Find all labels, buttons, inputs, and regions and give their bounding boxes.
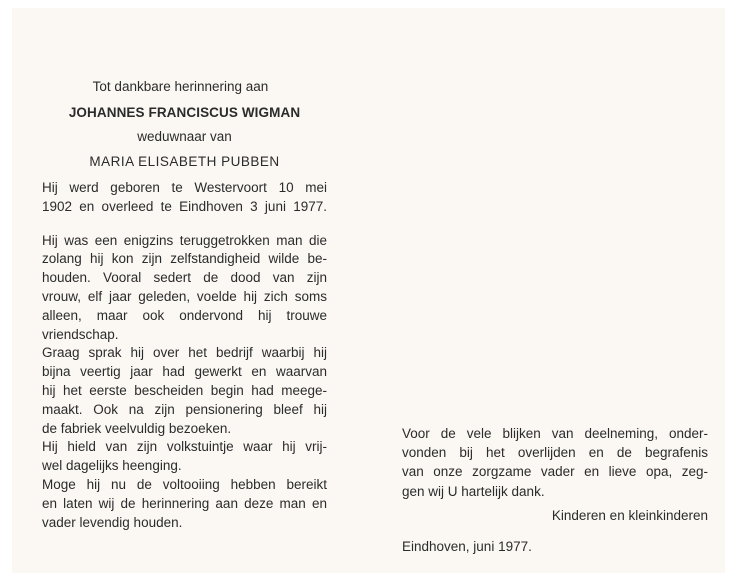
- text-line: Graag sprak hij over het bedrijf waarbij hij: [42, 345, 327, 361]
- text-line: houden. Vooral sedert de dood van zijn: [42, 270, 327, 286]
- text-line: en laten wij de herinnering aan deze man en: [42, 495, 327, 511]
- text-line: de fabriek veelvuldig bezoeken.: [42, 420, 232, 436]
- text-line: maakt. Ook na zijn pensionering bleef hij: [42, 401, 327, 417]
- text-line: vader levendig houden.: [42, 514, 183, 530]
- text-line: bijna veertig jaar had gewerkt en waarvan: [42, 364, 327, 380]
- thanks-paragraph: [402, 424, 708, 501]
- text-line: vriendschap.: [42, 326, 119, 342]
- text-line: van onze zorgzame vader en lieve opa, zeg-: [402, 464, 708, 480]
- left-column: [42, 78, 327, 532]
- text-line: 1902 en overleed te Eindhoven 3 juni 1977.: [42, 198, 327, 214]
- text-line: Moge hij nu de voltooiing hebben bereikt: [42, 476, 327, 492]
- right-column: [402, 424, 708, 556]
- birth-paragraph: [42, 179, 327, 217]
- intro-line: Tot dankbare herinnering aan: [92, 79, 269, 94]
- text-line: gen wij U hartelijk dank.: [402, 483, 545, 499]
- signature: Kinderen en kleinkinderen: [551, 507, 708, 523]
- text-line: Voor de vele blijken van deelneming, onder-: [402, 426, 708, 441]
- text-line: vrouw, elf jaar geleden, voelde hij zich soms: [42, 288, 327, 304]
- text-line: zolang hij kon zijn zelfstandigheid wilde be-: [42, 251, 327, 267]
- text-line: hij het eerste bescheiden begin had meege-: [42, 382, 327, 398]
- spouse-name: MARIA ELISABETH PUBBEN: [89, 154, 280, 169]
- text-line: vonden bij het overlijden en de begrafenis: [402, 445, 708, 461]
- memorial-card: [12, 8, 725, 573]
- text-line: Hij was een enigzins teruggetrokken man die: [42, 232, 327, 248]
- text-line: wel dagelijks heenging.: [42, 458, 182, 474]
- widower-line: weduwnaar van: [137, 129, 232, 144]
- biography-paragraph: [42, 232, 327, 533]
- text-line: alleen, maar ook ondervond hij trouwe: [42, 307, 327, 323]
- place-date: Eindhoven, juni 1977.: [402, 538, 532, 554]
- deceased-name: JOHANNES FRANCISCUS WIGMAN: [68, 105, 301, 120]
- text-line: Hij werd geboren te Westervoort 10 mei: [42, 180, 327, 195]
- text-line: Hij hield van zijn volkstuintje waar hij vrij-: [42, 439, 327, 455]
